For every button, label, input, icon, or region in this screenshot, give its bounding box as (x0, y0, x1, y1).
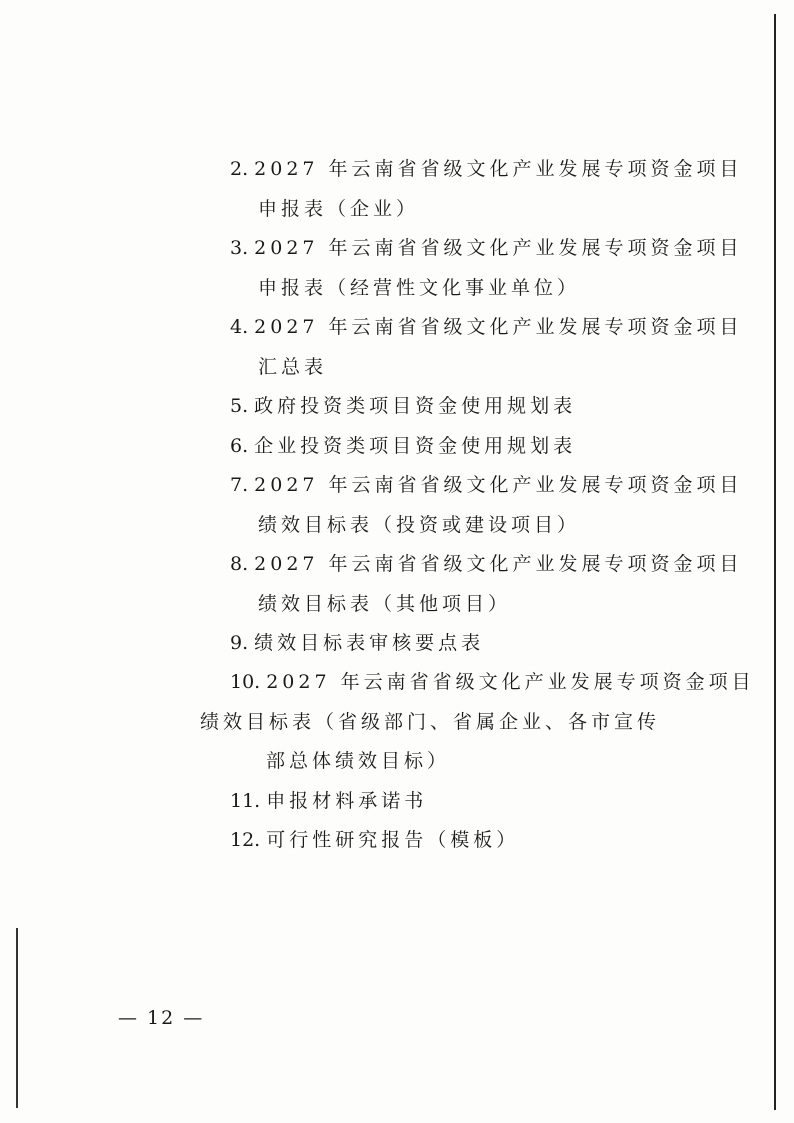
item-number: 3. (230, 237, 249, 259)
list-item (230, 434, 576, 458)
list-item (230, 670, 755, 694)
list-item (230, 473, 743, 497)
item-title-continued: 绩效目标表（其他项目） (258, 593, 512, 615)
item-title-continued: 申报表（企业） (258, 198, 420, 220)
binding-line (16, 928, 18, 1108)
item-title: 政府投资类项目资金使用规划表 (254, 395, 577, 417)
item-number: 8. (230, 553, 249, 575)
item-number: 6. (230, 435, 249, 457)
item-title-continued: 汇总表 (258, 356, 328, 378)
item-number: 4. (230, 316, 249, 338)
item-title: 2027 年云南省省级文化产业发展专项资金项目 (254, 474, 743, 496)
item-title: 绩效目标表审核要点表 (254, 632, 485, 654)
item-title: 2027 年云南省省级文化产业发展专项资金项目 (254, 316, 743, 338)
list-item (230, 315, 743, 339)
item-number: 9. (230, 632, 249, 654)
item-title-continued: 申报表（经营性文化事业单位） (258, 277, 581, 299)
item-number: 2. (230, 158, 249, 180)
item-title: 申报材料承诺书 (266, 790, 428, 812)
item-title-continued: 绩效目标表（省级部门、省属企业、各市宣传 (200, 711, 661, 733)
item-number: 7. (230, 474, 249, 496)
item-title: 2027 年云南省省级文化产业发展专项资金项目 (254, 158, 743, 180)
item-title: 可行性研究报告（模板） (266, 829, 520, 851)
list-item (230, 828, 519, 852)
item-title: 企业投资类项目资金使用规划表 (254, 435, 577, 457)
item-number: 10. (230, 671, 261, 693)
item-title: 2027 年云南省省级文化产业发展专项资金项目 (254, 237, 743, 259)
list-item (230, 552, 743, 576)
item-number: 5. (230, 395, 249, 417)
list-item (230, 394, 576, 418)
item-title-continued: 绩效目标表（投资或建设项目） (258, 514, 581, 536)
list-item (230, 631, 484, 655)
list-item (230, 236, 743, 260)
item-number: 11. (230, 790, 261, 812)
item-title: 2027 年云南省省级文化产业发展专项资金项目 (266, 671, 755, 693)
item-title-continued: 部总体绩效目标） (266, 750, 451, 772)
item-title: 2027 年云南省省级文化产业发展专项资金项目 (254, 553, 743, 575)
list-item (230, 157, 743, 181)
page-number: — 12 — (118, 1007, 205, 1029)
binding-line (774, 14, 776, 1110)
item-number: 12. (230, 829, 261, 851)
list-item (230, 789, 427, 813)
